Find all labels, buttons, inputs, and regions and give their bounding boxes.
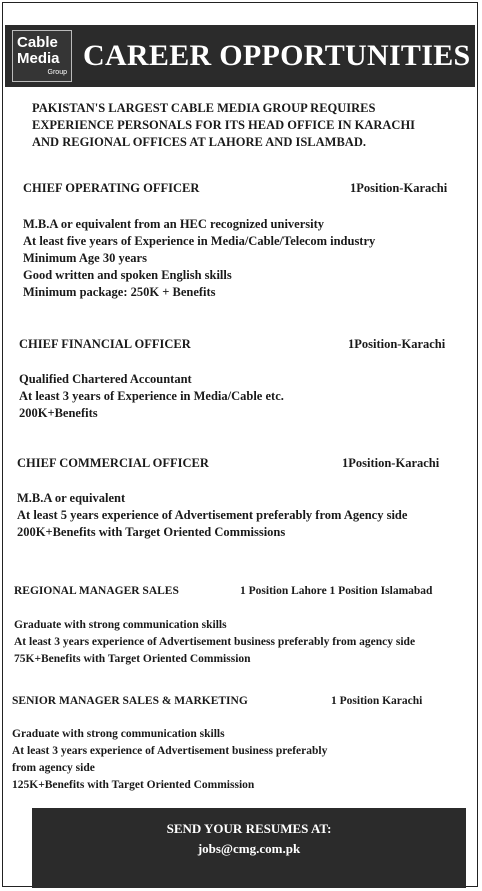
logo-line-1: Cable (17, 34, 58, 51)
job-location-smsm: 1 Position Karachi (331, 695, 423, 707)
logo-line-3: Group (47, 69, 67, 76)
logo-line-2: Media (17, 50, 60, 67)
job-detail-line: Minimum package: 250K + Benefits (23, 285, 216, 299)
job-details-rms (14, 617, 415, 668)
job-title-cfo: CHIEF FINANCIAL OFFICER (19, 337, 191, 351)
job-title-rms: REGIONAL MANAGER SALES (14, 585, 179, 597)
footer-banner (32, 808, 466, 888)
job-detail-line: At least 3 years experience of Advertisement business preferably from agency side (14, 636, 416, 648)
job-title-smsm: SENIOR MANAGER SALES & MARKETING (12, 695, 248, 707)
page-title: CAREER OPPORTUNITIES (83, 39, 471, 72)
footer-heading: SEND YOUR RESUMES AT: (166, 821, 332, 836)
job-detail-line: from agency side (12, 762, 95, 774)
job-detail-line: M.B.A or equivalent (17, 491, 126, 505)
job-detail-line: 125K+Benefits with Target Oriented Commission (12, 779, 255, 791)
job-detail-line: M.B.A or equivalent from an HEC recognized university (23, 217, 325, 231)
job-detail-line: 75K+Benefits with Target Oriented Commission (14, 653, 251, 665)
job-location-cco: 1Position-Karachi (342, 456, 440, 470)
job-detail-line: 200K+Benefits with Target Oriented Commissions (17, 525, 286, 539)
intro-line: PAKISTAN'S LARGEST CABLE MEDIA GROUP REQUIRES (32, 101, 376, 115)
footer-email: jobs@cmg.com.pk (197, 841, 301, 856)
job-location-coo: 1Position-Karachi (350, 181, 448, 195)
job-detail-line: Minimum Age 30 years (23, 251, 147, 265)
header-banner (5, 25, 475, 87)
job-detail-line: Good written and spoken English skills (23, 268, 232, 282)
job-detail-line: At least five years of Experience in Media/Cable/Telecom industry (23, 234, 376, 248)
intro-line: EXPERIENCE PERSONALS FOR ITS HEAD OFFICE IN KARACHI (32, 118, 416, 132)
job-detail-line: 200K+Benefits (19, 406, 98, 420)
job-detail-line: At least 5 years experience of Advertisement preferably from Agency side (17, 508, 408, 522)
job-location-rms: 1 Position Lahore 1 Position Islamabad (240, 585, 433, 597)
job-detail-line: At least 3 years experience of Advertisement business preferably (12, 745, 328, 757)
intro-text (32, 100, 462, 151)
job-detail-line: Graduate with strong communication skills (14, 619, 227, 631)
intro-line: AND REGIONAL OFFICES AT LAHORE AND ISLAMBAD. (32, 135, 366, 149)
job-detail-line: At least 3 years of Experience in Media/Cable etc. (19, 389, 284, 403)
job-details-smsm (12, 726, 327, 794)
cable-media-logo (12, 30, 72, 82)
job-title-cco: CHIEF COMMERCIAL OFFICER (17, 456, 209, 470)
job-title-coo: CHIEF OPERATING OFFICER (23, 181, 200, 195)
job-details-cfo (19, 371, 284, 422)
job-detail-line: Qualified Chartered Accountant (19, 372, 192, 386)
job-details-cco (17, 490, 407, 541)
job-details-coo (23, 216, 375, 301)
job-location-cfo: 1Position-Karachi (348, 337, 446, 351)
job-detail-line: Graduate with strong communication skills (12, 728, 225, 740)
